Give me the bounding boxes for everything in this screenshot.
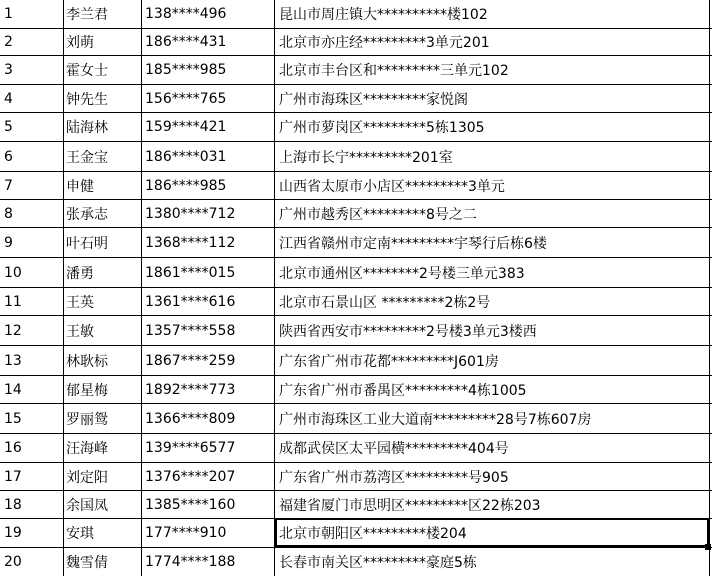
phone-cell[interactable]: 185****985 <box>145 62 227 78</box>
name-cell[interactable]: 安琪 <box>66 526 94 542</box>
address-cell[interactable]: 广州市海珠区*********家悦阁 <box>279 91 468 108</box>
table-row <box>0 257 712 287</box>
table-row <box>0 0 712 28</box>
row-number[interactable]: 8 <box>4 205 13 222</box>
table-row <box>0 462 712 490</box>
row-number[interactable]: 10 <box>4 264 22 281</box>
name-cell[interactable]: 霍女士 <box>66 63 108 79</box>
address-cell[interactable]: 成都武侯区太平园横*********404号 <box>279 441 509 457</box>
row-number[interactable]: 6 <box>4 148 13 165</box>
address-cell[interactable]: 北京市丰台区和*********三单元102 <box>279 63 509 79</box>
row-number[interactable]: 15 <box>4 410 22 427</box>
table-row <box>0 490 712 518</box>
name-cell[interactable]: 张承志 <box>66 206 108 223</box>
address-cell[interactable]: 广东省广州市荔湾区*********号905 <box>279 469 509 486</box>
name-cell[interactable]: 王英 <box>66 294 94 311</box>
row-number[interactable]: 19 <box>4 525 22 541</box>
fill-handle[interactable] <box>705 544 711 550</box>
row-number[interactable]: 14 <box>4 381 22 398</box>
address-cell[interactable]: 陕西省西安市*********2号楼3单元3楼西 <box>279 323 537 340</box>
name-cell[interactable]: 王金宝 <box>66 149 108 166</box>
row-number[interactable]: 3 <box>4 62 13 78</box>
row-number[interactable]: 11 <box>4 293 22 310</box>
table-row <box>0 375 712 403</box>
address-cell[interactable]: 山西省太原市小店区*********3单元 <box>279 178 505 195</box>
name-cell[interactable]: 魏雪倩 <box>66 555 108 571</box>
table-row <box>0 28 712 55</box>
address-cell[interactable]: 广东省广州市花都*********J601房 <box>279 353 499 370</box>
table-row <box>0 315 712 345</box>
phone-cell[interactable]: 177****910 <box>145 525 227 541</box>
name-cell[interactable]: 林耿标 <box>66 353 108 370</box>
phone-cell[interactable]: 1385****160 <box>145 496 236 513</box>
name-cell[interactable]: 余国凤 <box>66 497 108 514</box>
name-cell[interactable]: 潘勇 <box>66 265 94 282</box>
row-number[interactable]: 20 <box>4 554 22 570</box>
phone-cell[interactable]: 186****431 <box>145 34 227 50</box>
name-cell[interactable]: 汪海峰 <box>66 441 108 457</box>
table-row <box>0 171 712 199</box>
phone-cell[interactable]: 186****031 <box>145 148 227 165</box>
name-cell[interactable]: 郁星梅 <box>66 382 108 399</box>
table-row <box>0 84 712 112</box>
name-cell[interactable]: 王敏 <box>66 323 94 340</box>
table-row <box>0 403 712 433</box>
row-number[interactable]: 4 <box>4 90 13 107</box>
row-number[interactable]: 2 <box>4 34 13 50</box>
phone-cell[interactable]: 1361****616 <box>145 293 236 310</box>
table-row <box>0 141 712 171</box>
row-number[interactable]: 9 <box>4 234 13 251</box>
table-row <box>0 287 712 315</box>
address-cell[interactable]: 北京市通州区********2号楼三单元383 <box>279 265 525 282</box>
row-number[interactable]: 5 <box>4 119 13 135</box>
phone-cell[interactable]: 1892****773 <box>145 381 236 398</box>
row-number[interactable]: 18 <box>4 496 22 513</box>
address-cell[interactable]: 北京市石景山区 *********2栋2号 <box>279 294 491 311</box>
phone-cell[interactable]: 1368****112 <box>145 234 236 251</box>
phone-cell[interactable]: 159****421 <box>145 119 227 135</box>
phone-cell[interactable]: 1357****558 <box>145 322 236 339</box>
name-cell[interactable]: 钟先生 <box>66 91 108 108</box>
address-cell[interactable]: 江西省赣州市定南*********宇琴行后栋6楼 <box>279 235 547 252</box>
table-row <box>0 227 712 257</box>
name-cell[interactable]: 叶石明 <box>66 235 108 252</box>
phone-cell[interactable]: 1376****207 <box>145 468 236 485</box>
address-cell[interactable]: 广东省广州市番禺区*********4栋1005 <box>279 382 527 399</box>
phone-cell[interactable]: 1380****712 <box>145 205 236 222</box>
name-cell[interactable]: 陆海林 <box>66 120 108 136</box>
row-number[interactable]: 7 <box>4 177 13 194</box>
name-cell[interactable]: 李兰君 <box>66 7 108 23</box>
address-cell[interactable]: 上海市长宁*********201室 <box>279 149 453 166</box>
row-number[interactable]: 17 <box>4 468 22 485</box>
phone-cell[interactable]: 1867****259 <box>145 352 236 369</box>
table-row <box>0 547 712 576</box>
table-row <box>0 55 712 84</box>
table-row <box>0 433 712 462</box>
phone-cell[interactable]: 1774****188 <box>145 554 236 570</box>
address-cell[interactable]: 北京市朝阳区*********楼204 <box>279 526 467 542</box>
name-cell[interactable]: 刘定阳 <box>66 469 108 486</box>
table-row <box>0 112 712 141</box>
phone-cell[interactable]: 1861****015 <box>145 264 236 281</box>
phone-cell[interactable]: 1366****809 <box>145 410 236 427</box>
phone-cell[interactable]: 156****765 <box>145 90 227 107</box>
address-cell[interactable]: 广州市海珠区工业大道南*********28号7栋607房 <box>279 411 592 428</box>
table-row <box>0 199 712 227</box>
table-row <box>0 345 712 375</box>
address-cell[interactable]: 北京市亦庄经*********3单元201 <box>279 35 490 51</box>
phone-cell[interactable]: 186****985 <box>145 177 227 194</box>
address-cell[interactable]: 昆山市周庄镇大**********楼102 <box>279 7 488 23</box>
address-cell[interactable]: 长春市南关区*********豪庭5栋 <box>279 555 477 571</box>
row-number[interactable]: 16 <box>4 440 22 456</box>
address-cell[interactable]: 广州市萝岗区*********5栋1305 <box>279 120 485 136</box>
name-cell[interactable]: 申健 <box>66 178 94 195</box>
name-cell[interactable]: 刘萌 <box>66 35 94 51</box>
row-number[interactable]: 1 <box>4 6 13 22</box>
phone-cell[interactable]: 139****6577 <box>145 440 236 456</box>
selected-cell-border[interactable] <box>275 518 709 547</box>
row-number[interactable]: 12 <box>4 322 22 339</box>
row-number[interactable]: 13 <box>4 352 22 369</box>
phone-cell[interactable]: 138****496 <box>145 6 227 22</box>
name-cell[interactable]: 罗丽鸳 <box>66 411 108 428</box>
address-cell[interactable]: 广州市越秀区*********8号之二 <box>279 206 477 223</box>
address-cell[interactable]: 福建省厦门市思明区*********区22栋203 <box>279 497 541 514</box>
